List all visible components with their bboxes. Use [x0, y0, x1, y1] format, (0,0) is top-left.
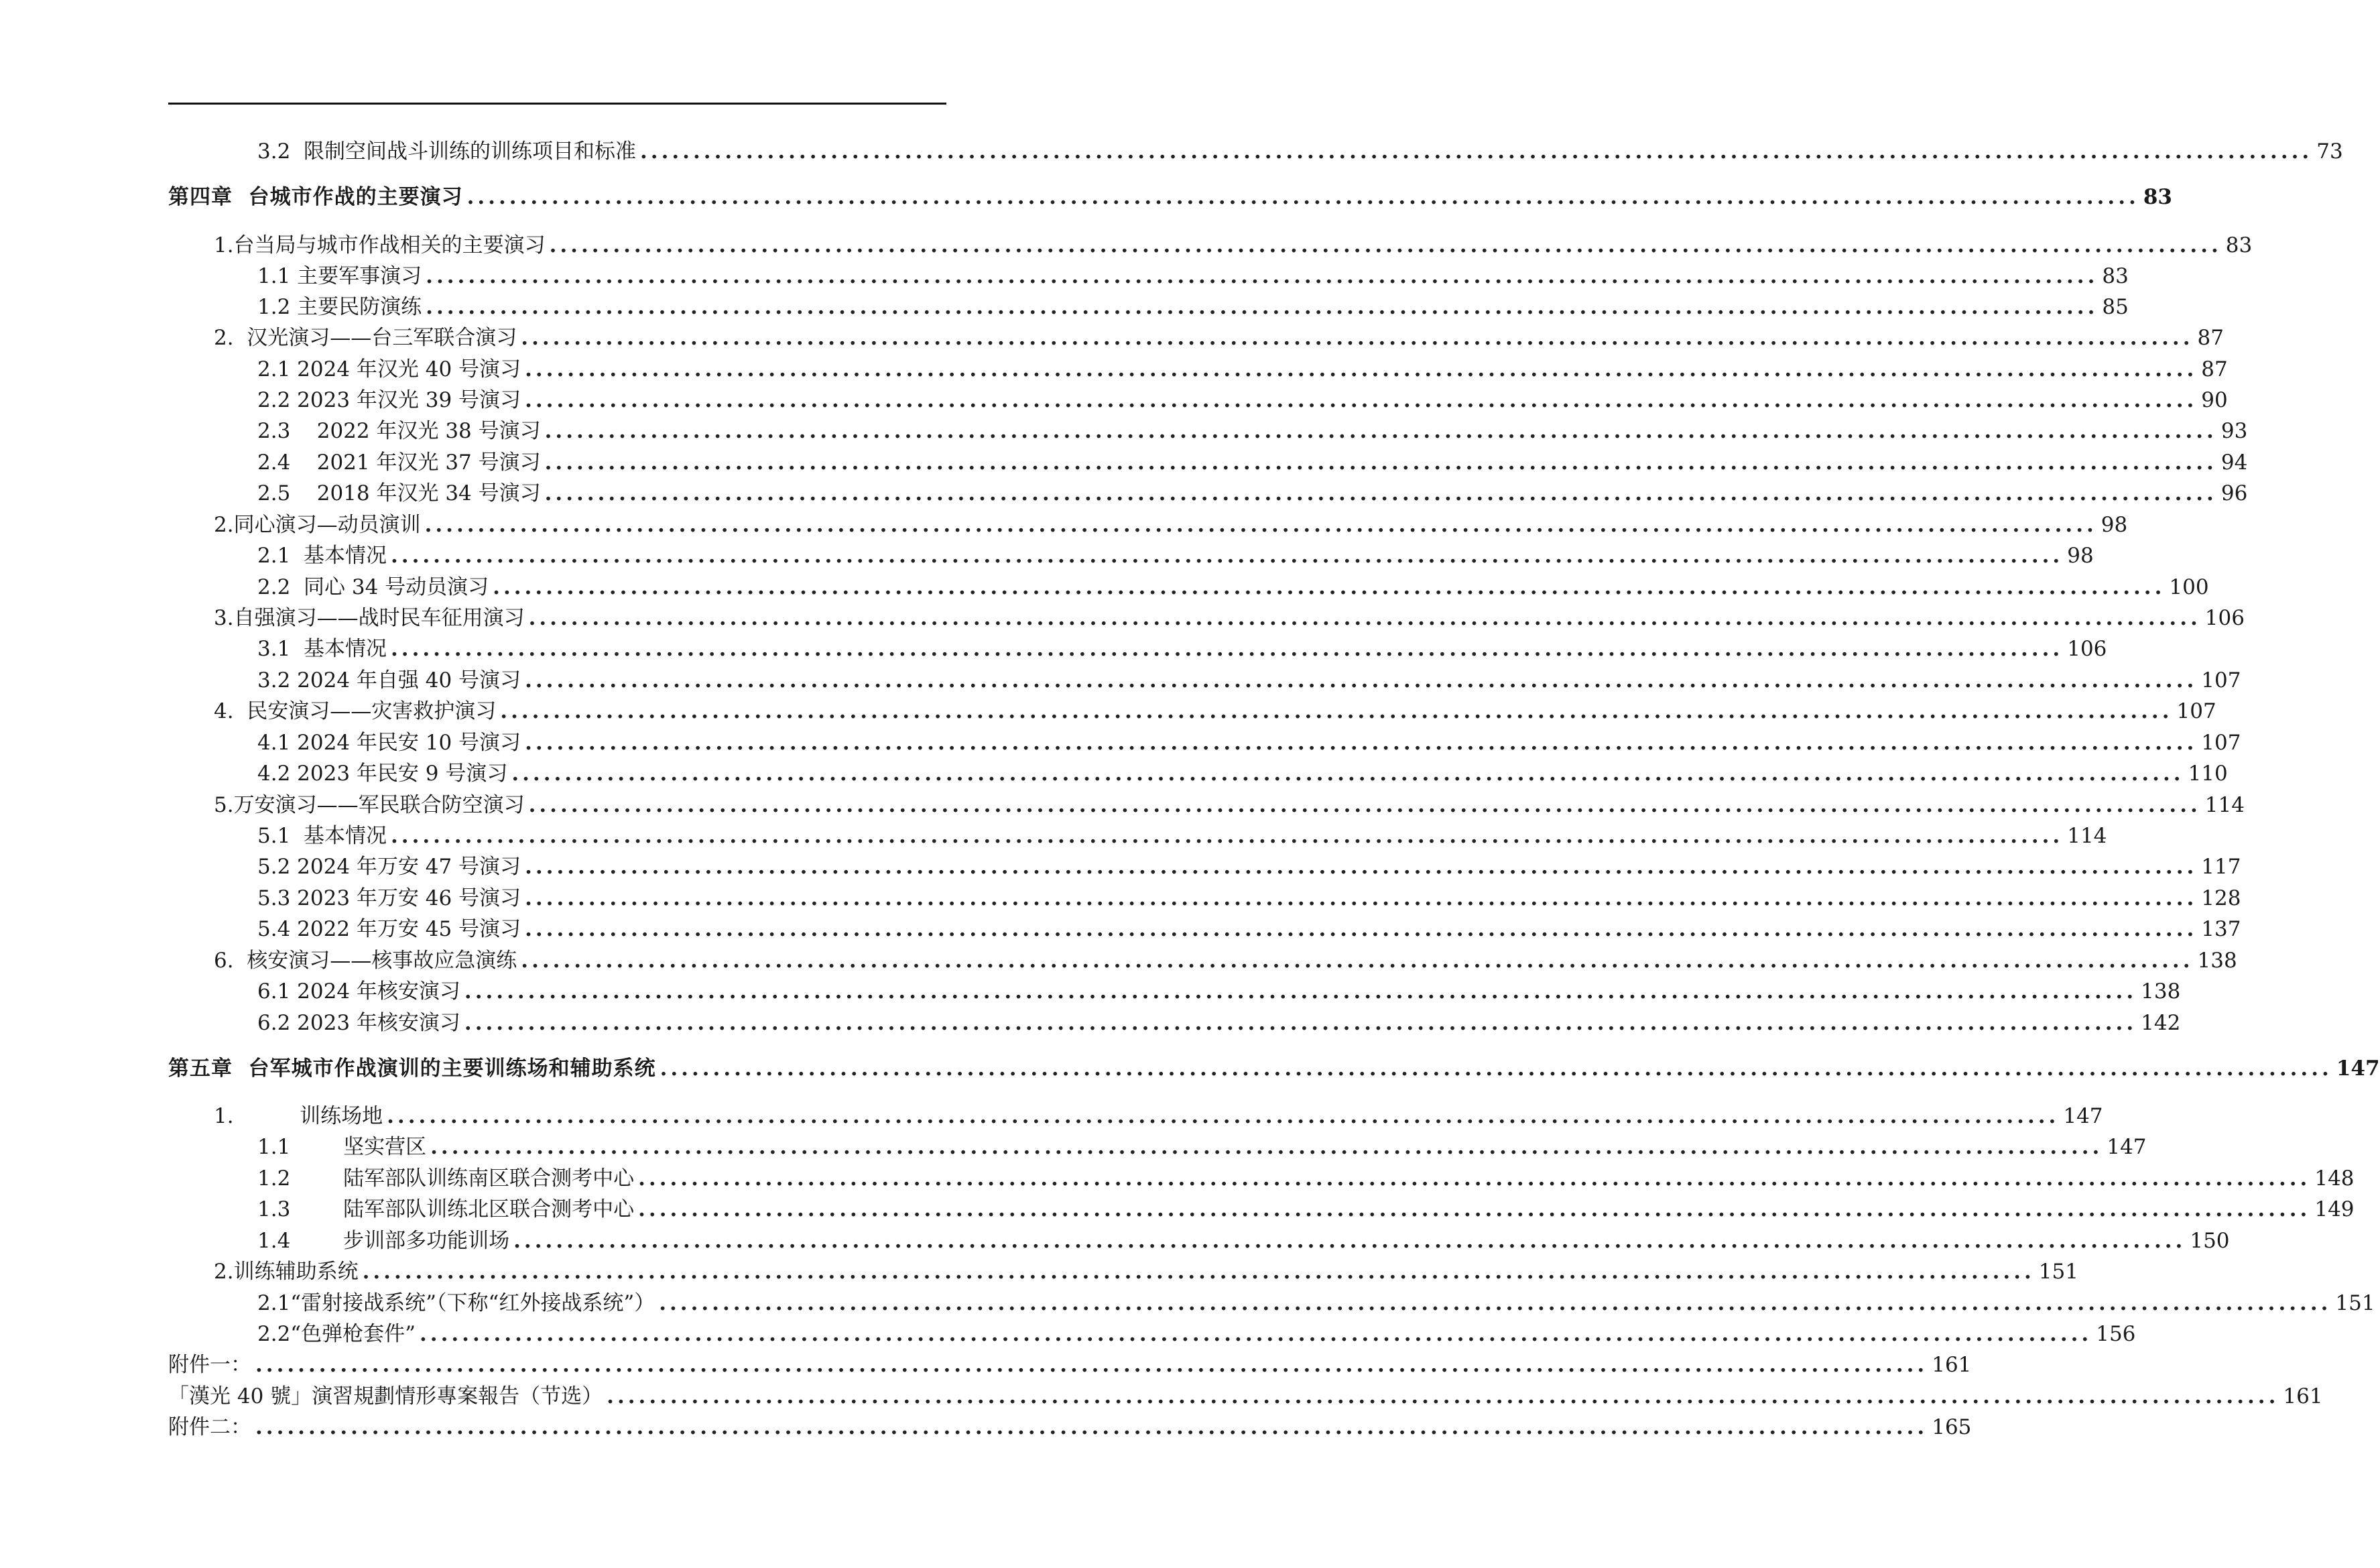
toc-entry-page: 142 [2141, 1011, 2181, 1035]
toc-entry-page: 151 [2038, 1260, 2078, 1284]
dot-leader: .............................................................................................................................................................. [525, 917, 2198, 941]
toc-entry-title: 2. 汉光演习——台三军联合演习 [214, 326, 517, 350]
toc-entry[interactable] [214, 1103, 2103, 1130]
toc-entry-page: 83 [2143, 185, 2172, 209]
dot-leader: .............................................................................................................................................................. [525, 668, 2198, 692]
toc-entry-page: 150 [2190, 1229, 2230, 1253]
toc-entry-page: 96 [2220, 481, 2248, 505]
toc-entry-title: 4.2 2023 年民安 9 号演习 [257, 762, 508, 786]
dot-leader: .............................................................................................................................................................. [464, 1011, 2137, 1035]
dot-leader: .............................................................................................................................................................. [525, 731, 2198, 755]
toc-entry-page: 73 [2316, 139, 2343, 164]
toc-entry-title: 6.2 2023 年核安演习 [257, 1011, 460, 1035]
toc-entry[interactable] [214, 1258, 2078, 1285]
toc-entry[interactable] [257, 1165, 2355, 1192]
toc-entry-title: 3.2 限制空间战斗训练的训练项目和标准 [257, 139, 637, 164]
toc-entry[interactable] [257, 667, 2241, 694]
toc-entry-page: 161 [1932, 1353, 1972, 1377]
toc-entry-title: 第四章 台城市作战的主要演习 [168, 185, 463, 209]
toc-entry-page: 98 [2067, 544, 2094, 568]
toc-chapter-entry[interactable] [168, 184, 2172, 210]
toc-entry[interactable] [257, 263, 2129, 290]
toc-entry-title: 1. 训练场地 [214, 1104, 383, 1128]
toc-entry[interactable] [257, 387, 2228, 414]
toc-entry[interactable] [257, 574, 2209, 601]
toc-entry-title: 6. 核安演习——核事故应急演练 [214, 949, 517, 973]
toc-entry[interactable] [257, 356, 2228, 383]
toc-entry[interactable] [214, 511, 2128, 538]
toc-entry[interactable] [214, 698, 2216, 725]
toc-entry-title: 附件二： [168, 1415, 251, 1439]
toc-entry-page: 147 [2107, 1135, 2147, 1159]
toc-entry[interactable] [257, 916, 2241, 943]
dot-leader: .............................................................................................................................................................. [640, 139, 2313, 164]
toc-entry[interactable] [257, 138, 2343, 165]
dot-leader: .............................................................................................................................................................. [362, 1260, 2035, 1284]
dot-leader: .............................................................................................................................................................. [521, 326, 2194, 350]
toc-entry-page: 93 [2220, 419, 2248, 443]
toc-entry-page: 110 [2188, 762, 2228, 786]
toc-entry-title: 3.自强演习——战时民车征用演习 [214, 606, 525, 630]
toc-entry-title: 5.1 基本情况 [257, 824, 387, 848]
toc-entry[interactable] [214, 232, 2253, 259]
header-rule [168, 103, 946, 105]
toc-entry[interactable] [214, 605, 2245, 631]
toc-entry-title: 3.1 基本情况 [257, 637, 387, 661]
toc-entry-title: 3.2 2024 年自强 40 号演习 [257, 668, 521, 692]
toc-entry-title: 2.2 同心 34 号动员演习 [257, 575, 489, 599]
dot-leader: .............................................................................................................................................................. [430, 1135, 2103, 1159]
toc-entry-page: 100 [2169, 575, 2209, 599]
dot-leader: .............................................................................................................................................................. [255, 1415, 1928, 1439]
toc-entry-page: 94 [2220, 450, 2248, 475]
toc-entry[interactable] [168, 1351, 1972, 1378]
toc-entry[interactable] [214, 947, 2237, 974]
toc-entry[interactable] [257, 1227, 2230, 1254]
dot-leader: .............................................................................................................................................................. [255, 1353, 1928, 1377]
toc-entry-title: 5.4 2022 年万安 45 号演习 [257, 917, 521, 941]
toc-entry-title: 5.3 2023 年万安 46 号演习 [257, 886, 521, 910]
dot-leader: .............................................................................................................................................................. [638, 1166, 2311, 1191]
toc-entry-page: 83 [2225, 233, 2253, 257]
toc-entry-page: 149 [2314, 1197, 2355, 1221]
toc-entry[interactable] [257, 978, 2181, 1005]
dot-leader: .............................................................................................................................................................. [659, 1291, 2332, 1315]
toc-entry-page: 107 [2176, 699, 2216, 723]
dot-leader: .............................................................................................................................................................. [466, 185, 2139, 209]
toc-entry-page: 161 [2283, 1384, 2323, 1408]
toc-entry[interactable] [257, 636, 2107, 662]
toc-entry-page: 138 [2197, 949, 2237, 973]
dot-leader: .............................................................................................................................................................. [544, 481, 2217, 505]
dot-leader: .............................................................................................................................................................. [464, 979, 2137, 1004]
toc-entry-page: 147 [2336, 1057, 2380, 1081]
dot-leader: .............................................................................................................................................................. [424, 513, 2097, 537]
toc-entry-page: 107 [2201, 731, 2241, 755]
toc-entry-title: 「漢光 40 號」演習規劃情形專案報告（节选） [168, 1384, 603, 1408]
dot-leader: .............................................................................................................................................................. [391, 637, 2064, 661]
toc-entry-page: 137 [2201, 917, 2241, 941]
dot-leader: .............................................................................................................................................................. [544, 450, 2217, 475]
toc-entry-page: 87 [2201, 357, 2228, 381]
toc-entry-title: 1.3 陆军部队训练北区联合测考中心 [257, 1197, 635, 1221]
toc-entry[interactable] [168, 1414, 1972, 1441]
toc-entry-title: 附件一： [168, 1353, 251, 1377]
dot-leader: .............................................................................................................................................................. [544, 419, 2217, 443]
toc-entry-title: 2.2 2023 年汉光 39 号演习 [257, 388, 521, 412]
dot-leader: .............................................................................................................................................................. [426, 295, 2099, 319]
toc-entry-title: 1.2 陆军部队训练南区联合测考中心 [257, 1166, 635, 1191]
toc-entry-page: 87 [2197, 326, 2224, 350]
dot-leader: .............................................................................................................................................................. [607, 1384, 2279, 1408]
dot-leader: .............................................................................................................................................................. [660, 1057, 2332, 1081]
toc-entry[interactable] [257, 853, 2241, 880]
toc-entry-title: 1.4 步训部多功能训场 [257, 1229, 510, 1253]
dot-leader: .............................................................................................................................................................. [528, 793, 2201, 817]
dot-leader: .............................................................................................................................................................. [525, 357, 2198, 381]
dot-leader: .............................................................................................................................................................. [420, 1322, 2092, 1346]
toc-entry-title: 2.3 2022 年汉光 38 号演习 [257, 419, 541, 443]
toc-entry-title: 1.1 坚实营区 [257, 1135, 427, 1159]
toc-entry-page: 151 [2335, 1291, 2375, 1315]
toc-entry[interactable] [257, 418, 2248, 444]
toc-entry[interactable] [257, 823, 2107, 849]
toc-entry-page: 138 [2141, 979, 2181, 1004]
toc-entry-page: 85 [2102, 295, 2129, 319]
toc-entry-page: 114 [2067, 824, 2107, 848]
dot-leader: .............................................................................................................................................................. [493, 575, 2166, 599]
toc-entry[interactable] [257, 885, 2241, 912]
dot-leader: .............................................................................................................................................................. [511, 762, 2184, 786]
toc-entry[interactable] [257, 1010, 2181, 1036]
toc-entry-title: 2.5 2018 年汉光 34 号演习 [257, 481, 541, 505]
toc-entry-title: 2.训练辅助系统 [214, 1260, 359, 1284]
toc-entry[interactable] [214, 792, 2245, 819]
toc-entry[interactable] [257, 449, 2248, 476]
dot-leader: .............................................................................................................................................................. [391, 544, 2064, 568]
toc-entry[interactable] [257, 1196, 2355, 1223]
toc-entry-title: 2.1 2024 年汉光 40 号演习 [257, 357, 521, 381]
toc-entry-title: 1.台当局与城市作战相关的主要演习 [214, 233, 546, 257]
toc-entry-page: 114 [2204, 793, 2245, 817]
toc-entry-title: 2.同心演习—动员演训 [214, 513, 421, 537]
dot-leader: .............................................................................................................................................................. [500, 699, 2173, 723]
toc-entry-page: 128 [2201, 886, 2241, 910]
toc-entry[interactable] [257, 294, 2129, 320]
dot-leader: .............................................................................................................................................................. [525, 855, 2198, 879]
toc-entry[interactable] [257, 480, 2248, 507]
toc-entry-title: 2.4 2021 年汉光 37 号演习 [257, 450, 541, 475]
toc-entry-page: 107 [2201, 668, 2241, 692]
toc-entry-page: 148 [2314, 1166, 2355, 1191]
toc-entry-title: 4.1 2024 年民安 10 号演习 [257, 731, 521, 755]
toc-entry-title: 4. 民安演习——灾害救护演习 [214, 699, 497, 723]
toc-entry[interactable] [257, 542, 2094, 569]
toc-entry-page: 165 [1932, 1415, 1972, 1439]
toc-entry-page: 156 [2096, 1322, 2136, 1346]
dot-leader: .............................................................................................................................................................. [549, 233, 2222, 257]
toc-entry[interactable] [257, 1290, 2375, 1317]
dot-leader: .............................................................................................................................................................. [638, 1197, 2311, 1221]
toc-entry[interactable] [257, 1134, 2147, 1160]
toc-entry-page: 83 [2102, 264, 2129, 288]
dot-leader: .............................................................................................................................................................. [521, 949, 2194, 973]
dot-leader: .............................................................................................................................................................. [387, 1104, 2060, 1128]
toc-entry-title: 第五章 台军城市作战演训的主要训练场和辅助系统 [168, 1057, 656, 1081]
dot-leader: .............................................................................................................................................................. [426, 264, 2099, 288]
toc-entry[interactable] [257, 760, 2228, 787]
toc-entry-title: 6.1 2024 年核安演习 [257, 979, 460, 1004]
toc-entry-page: 90 [2201, 388, 2228, 412]
dot-leader: .............................................................................................................................................................. [391, 824, 2064, 848]
toc-entry-page: 106 [2067, 637, 2107, 661]
toc-entry[interactable] [257, 729, 2241, 756]
toc-entry[interactable] [168, 1383, 2323, 1410]
toc-entry-title: 2.1 基本情况 [257, 544, 387, 568]
toc-entry-title: 2.1“雷射接战系统”（下称“红外接战系统”） [257, 1291, 655, 1315]
toc-chapter-entry[interactable] [168, 1055, 2380, 1082]
dot-leader: .............................................................................................................................................................. [528, 606, 2201, 630]
toc-entry[interactable] [257, 1321, 2136, 1347]
dot-leader: .............................................................................................................................................................. [513, 1229, 2186, 1253]
toc-entry-page: 117 [2201, 855, 2241, 879]
dot-leader: .............................................................................................................................................................. [525, 388, 2198, 412]
toc-entry-title: 1.1 主要军事演习 [257, 264, 422, 288]
toc-entry-title: 2.2“色弹枪套件” [257, 1322, 416, 1346]
dot-leader: .............................................................................................................................................................. [525, 886, 2198, 910]
toc-entry-page: 147 [2063, 1104, 2103, 1128]
toc-entry-title: 5.万安演习——军民联合防空演习 [214, 793, 525, 817]
toc-entry-page: 98 [2101, 513, 2128, 537]
toc-entry-title: 1.2 主要民防演练 [257, 295, 422, 319]
toc-entry[interactable] [214, 324, 2224, 351]
toc-entry-page: 106 [2204, 606, 2245, 630]
toc-entry-title: 5.2 2024 年万安 47 号演习 [257, 855, 521, 879]
